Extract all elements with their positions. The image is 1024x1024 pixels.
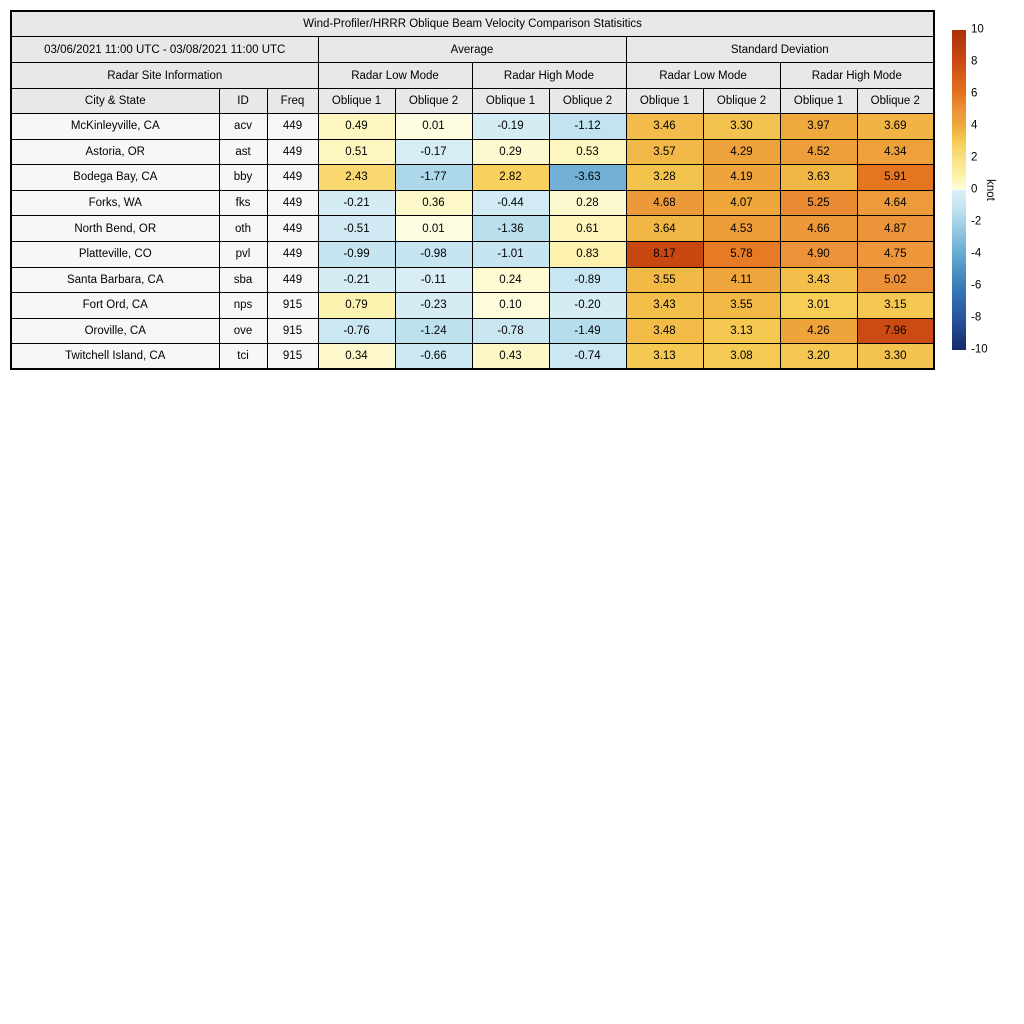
value-cell: 0.01 [395,114,472,140]
value-cell: -0.23 [395,293,472,319]
table-row [11,293,934,319]
freq-cell: 915 [267,318,318,344]
column-header-oblique: Oblique 1 [318,89,395,114]
value-cell: 0.10 [472,293,549,319]
freq-cell: 449 [267,267,318,293]
colorbar-tick-label: -10 [971,343,988,356]
table-row [11,267,934,293]
table-row [11,344,934,370]
id-cell: ast [219,139,267,165]
freq-cell: 449 [267,190,318,216]
value-cell: -0.17 [395,139,472,165]
value-cell: -3.63 [549,165,626,191]
city-cell: Oroville, CA [11,318,219,344]
city-cell: Bodega Bay, CA [11,165,219,191]
value-cell: -0.44 [472,190,549,216]
value-cell: -0.99 [318,241,395,267]
colorbar-tick-label: -6 [971,279,982,292]
value-cell: -1.01 [472,241,549,267]
value-cell: -0.20 [549,293,626,319]
value-cell: 2.43 [318,165,395,191]
value-cell: 5.25 [780,190,857,216]
value-cell: 0.61 [549,216,626,242]
id-cell: bby [219,165,267,191]
value-cell: -0.98 [395,241,472,267]
value-cell: 3.55 [626,267,703,293]
value-cell: 0.43 [472,344,549,370]
value-cell: 0.53 [549,139,626,165]
value-cell: 3.08 [703,344,780,370]
colorbar-unit-label: knot [984,179,996,201]
stats-table [10,10,935,370]
value-cell: 4.87 [857,216,934,242]
value-cell: 3.43 [626,293,703,319]
value-cell: -1.24 [395,318,472,344]
city-cell: Santa Barbara, CA [11,267,219,293]
value-cell: 3.13 [703,318,780,344]
value-cell: 3.13 [626,344,703,370]
id-cell: oth [219,216,267,242]
column-header-oblique: Oblique 1 [472,89,549,114]
value-cell: 3.57 [626,139,703,165]
colorbar-tick-label: 10 [971,23,984,36]
value-cell: 4.66 [780,216,857,242]
value-cell: 0.36 [395,190,472,216]
value-cell: 4.19 [703,165,780,191]
value-cell: -0.66 [395,344,472,370]
value-cell: 0.28 [549,190,626,216]
table-title: Wind-Profiler/HRRR Oblique Beam Velocity Comparison Statisitics [11,11,934,37]
header-standard-deviation: Standard Deviation [626,37,934,63]
colorbar-tick-label: 0 [971,183,978,196]
column-header-oblique: Oblique 2 [395,89,472,114]
colorbar-tick-label: 2 [971,151,978,164]
value-cell: 3.15 [857,293,934,319]
value-cell: 3.46 [626,114,703,140]
header-mode-std-high: Radar High Mode [780,63,934,89]
value-cell: 5.02 [857,267,934,293]
city-cell: Fort Ord, CA [11,293,219,319]
value-cell: 3.20 [780,344,857,370]
colorbar-gradient [952,30,966,350]
freq-cell: 449 [267,216,318,242]
freq-cell: 449 [267,241,318,267]
value-cell: -1.77 [395,165,472,191]
value-cell: 0.29 [472,139,549,165]
header-average: Average [318,37,626,63]
id-cell: pvl [219,241,267,267]
value-cell: 0.79 [318,293,395,319]
column-header-oblique: Oblique 2 [549,89,626,114]
table-row [11,165,934,191]
city-cell: North Bend, OR [11,216,219,242]
city-cell: Platteville, CO [11,241,219,267]
value-cell: -0.76 [318,318,395,344]
value-cell: 8.17 [626,241,703,267]
id-cell: acv [219,114,267,140]
freq-cell: 915 [267,293,318,319]
value-cell: -0.89 [549,267,626,293]
value-cell: 3.97 [780,114,857,140]
value-cell: 4.11 [703,267,780,293]
header-mode-avg-low: Radar Low Mode [318,63,472,89]
column-header-oblique: Oblique 1 [780,89,857,114]
value-cell: 4.90 [780,241,857,267]
city-cell: Twitchell Island, CA [11,344,219,370]
freq-cell: 449 [267,165,318,191]
freq-cell: 915 [267,344,318,370]
colorbar-tick-label: 4 [971,119,978,132]
value-cell: -0.19 [472,114,549,140]
value-cell: 0.24 [472,267,549,293]
header-mode-avg-high: Radar High Mode [472,63,626,89]
table-row [11,114,934,140]
value-cell: -1.36 [472,216,549,242]
column-header-oblique: Oblique 2 [857,89,934,114]
column-header-freq: Freq [267,89,318,114]
colorbar-tick-label: -4 [971,247,982,260]
table-row [11,241,934,267]
value-cell: -0.78 [472,318,549,344]
value-cell: 4.26 [780,318,857,344]
value-cell: -1.12 [549,114,626,140]
value-cell: 5.91 [857,165,934,191]
column-header-oblique: Oblique 2 [703,89,780,114]
header-date-range: 03/06/2021 11:00 UTC - 03/08/2021 11:00 UTC [11,37,318,63]
value-cell: 3.69 [857,114,934,140]
value-cell: 4.34 [857,139,934,165]
colorbar-tick-label: -8 [971,311,982,324]
header-radar-site-information: Radar Site Information [11,63,318,89]
column-header-city-state: City & State [11,89,219,114]
id-cell: fks [219,190,267,216]
column-header-oblique: Oblique 1 [626,89,703,114]
value-cell: 4.53 [703,216,780,242]
value-cell: 4.07 [703,190,780,216]
table-row [11,139,934,165]
id-cell: nps [219,293,267,319]
value-cell: 4.75 [857,241,934,267]
city-cell: Forks, WA [11,190,219,216]
freq-cell: 449 [267,139,318,165]
value-cell: 0.51 [318,139,395,165]
value-cell: 0.49 [318,114,395,140]
colorbar-tick-label: 8 [971,55,978,68]
value-cell: 4.29 [703,139,780,165]
value-cell: 5.78 [703,241,780,267]
value-cell: 3.30 [857,344,934,370]
value-cell: 3.55 [703,293,780,319]
value-cell: 0.34 [318,344,395,370]
value-cell: -0.21 [318,267,395,293]
value-cell: -0.74 [549,344,626,370]
value-cell: 7.96 [857,318,934,344]
value-cell: 4.52 [780,139,857,165]
table-row [11,190,934,216]
value-cell: 3.63 [780,165,857,191]
colorbar-tick-label: -2 [971,215,982,228]
value-cell: 3.64 [626,216,703,242]
value-cell: 4.68 [626,190,703,216]
value-cell: -0.11 [395,267,472,293]
id-cell: sba [219,267,267,293]
colorbar-tick-label: 6 [971,87,978,100]
value-cell: -0.51 [318,216,395,242]
value-cell: 3.01 [780,293,857,319]
value-cell: 4.64 [857,190,934,216]
id-cell: ove [219,318,267,344]
value-cell: 0.83 [549,241,626,267]
column-header-id: ID [219,89,267,114]
value-cell: 3.48 [626,318,703,344]
city-cell: McKinleyville, CA [11,114,219,140]
value-cell: 0.01 [395,216,472,242]
table-row [11,318,934,344]
value-cell: 3.30 [703,114,780,140]
header-mode-std-low: Radar Low Mode [626,63,780,89]
value-cell: 2.82 [472,165,549,191]
value-cell: -1.49 [549,318,626,344]
value-cell: -0.21 [318,190,395,216]
table-row [11,216,934,242]
freq-cell: 449 [267,114,318,140]
value-cell: 3.28 [626,165,703,191]
value-cell: 3.43 [780,267,857,293]
id-cell: tci [219,344,267,370]
city-cell: Astoria, OR [11,139,219,165]
